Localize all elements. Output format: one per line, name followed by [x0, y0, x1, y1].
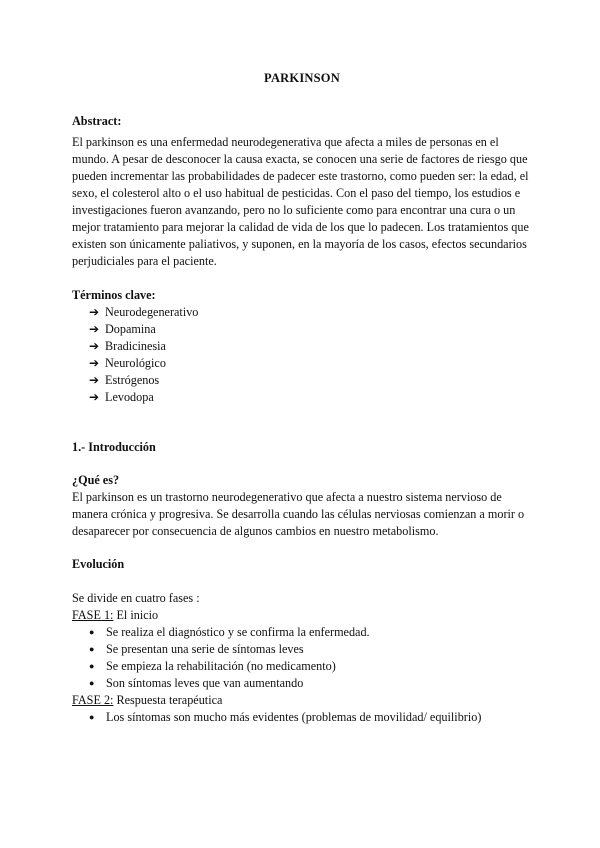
- key-term: Bradicinesia: [105, 339, 166, 353]
- list-item: [89, 624, 532, 641]
- key-terms-heading: Términos clave:: [72, 288, 156, 302]
- evolution-intro: Se divide en cuatro fases :: [72, 591, 200, 605]
- document-title: PARKINSON: [264, 71, 340, 85]
- evolution-heading: Evolución: [72, 557, 125, 571]
- arrow-right-icon: ➔: [89, 390, 100, 404]
- list-item: [89, 641, 532, 658]
- bullet-icon: ●: [89, 712, 95, 722]
- list-item: [89, 372, 532, 389]
- list-item-text: Se empieza la rehabilitación (no medicamento): [106, 659, 336, 673]
- list-item: [89, 321, 532, 338]
- list-item: [89, 338, 532, 355]
- abstract-heading: Abstract:: [72, 114, 122, 128]
- phase-2-label: FASE 2:: [72, 693, 114, 707]
- list-item: [89, 389, 532, 406]
- arrow-right-icon: ➔: [89, 322, 100, 336]
- bullet-icon: ●: [89, 661, 95, 671]
- phase-1-label: FASE 1:: [72, 608, 114, 622]
- arrow-right-icon: ➔: [89, 373, 100, 387]
- document-page: [72, 70, 532, 726]
- arrow-right-icon: ➔: [89, 356, 100, 370]
- list-item-text: Los síntomas son mucho más evidentes (problemas de movilidad/ equilibrio): [106, 710, 482, 724]
- key-term: Neurodegenerativo: [105, 305, 199, 319]
- key-term: Levodopa: [105, 390, 154, 404]
- list-item: [89, 304, 532, 321]
- what-is-text: El parkinson es un trastorno neurodegenerativo que afecta a nuestro sistema nervioso de manera crónica y progresiva. Se desarrolla cuando las células nerviosas comienzan a morir o desaparecer por consecuencia de algunos cambios en nuestro metabolismo.: [72, 490, 525, 538]
- phase-1-title: [72, 607, 532, 624]
- what-is-heading: ¿Qué es?: [72, 473, 120, 487]
- list-item: [89, 675, 532, 692]
- list-item: [89, 709, 532, 726]
- list-item: [89, 355, 532, 372]
- section-heading-introduction: 1.- Introducción: [72, 440, 156, 454]
- key-term: Estrógenos: [105, 373, 160, 387]
- arrow-right-icon: ➔: [89, 305, 100, 319]
- list-item: [89, 658, 532, 675]
- phase-2-name: Respuesta terapéutica: [113, 693, 223, 707]
- key-term: Neurológico: [105, 356, 166, 370]
- bullet-icon: ●: [89, 644, 95, 654]
- phase-2-list: [72, 709, 532, 726]
- list-item-text: Se realiza el diagnóstico y se confirma la enfermedad.: [106, 625, 370, 639]
- abstract-text: El parkinson es una enfermedad neurodegenerativa que afecta a miles de personas en el mundo. A pesar de desconocer la causa exacta, se conocen una serie de factores de riesgo que pueden incrementar las probabilidades de padecer este trastorno, como pueden ser: la edad, el sexo, el colesterol alto o el uso habitual de pesticidas. Con el paso del tiempo, los estudios e investigaciones fueron avanzando, pero no lo suficiente como para encontrar una cura o un mejor tratamiento para mejorar la calidad de vida de los que lo padecen. Los tratamientos que existen son únicamente paliativos, y suponen, en la mayoría de los casos, efectos secundarios perjudiciales para el paciente.: [72, 135, 529, 268]
- phase-2-title: [72, 692, 532, 709]
- key-term: Dopamina: [105, 322, 156, 336]
- bullet-icon: ●: [89, 678, 95, 688]
- arrow-right-icon: ➔: [89, 339, 100, 353]
- list-item-text: Se presentan una serie de síntomas leves: [106, 642, 304, 656]
- phase-1-list: [72, 624, 532, 692]
- list-item-text: Son síntomas leves que van aumentando: [106, 676, 304, 690]
- phase-1-name: El inicio: [113, 608, 159, 622]
- bullet-icon: ●: [89, 627, 95, 637]
- key-terms-list: [72, 304, 532, 406]
